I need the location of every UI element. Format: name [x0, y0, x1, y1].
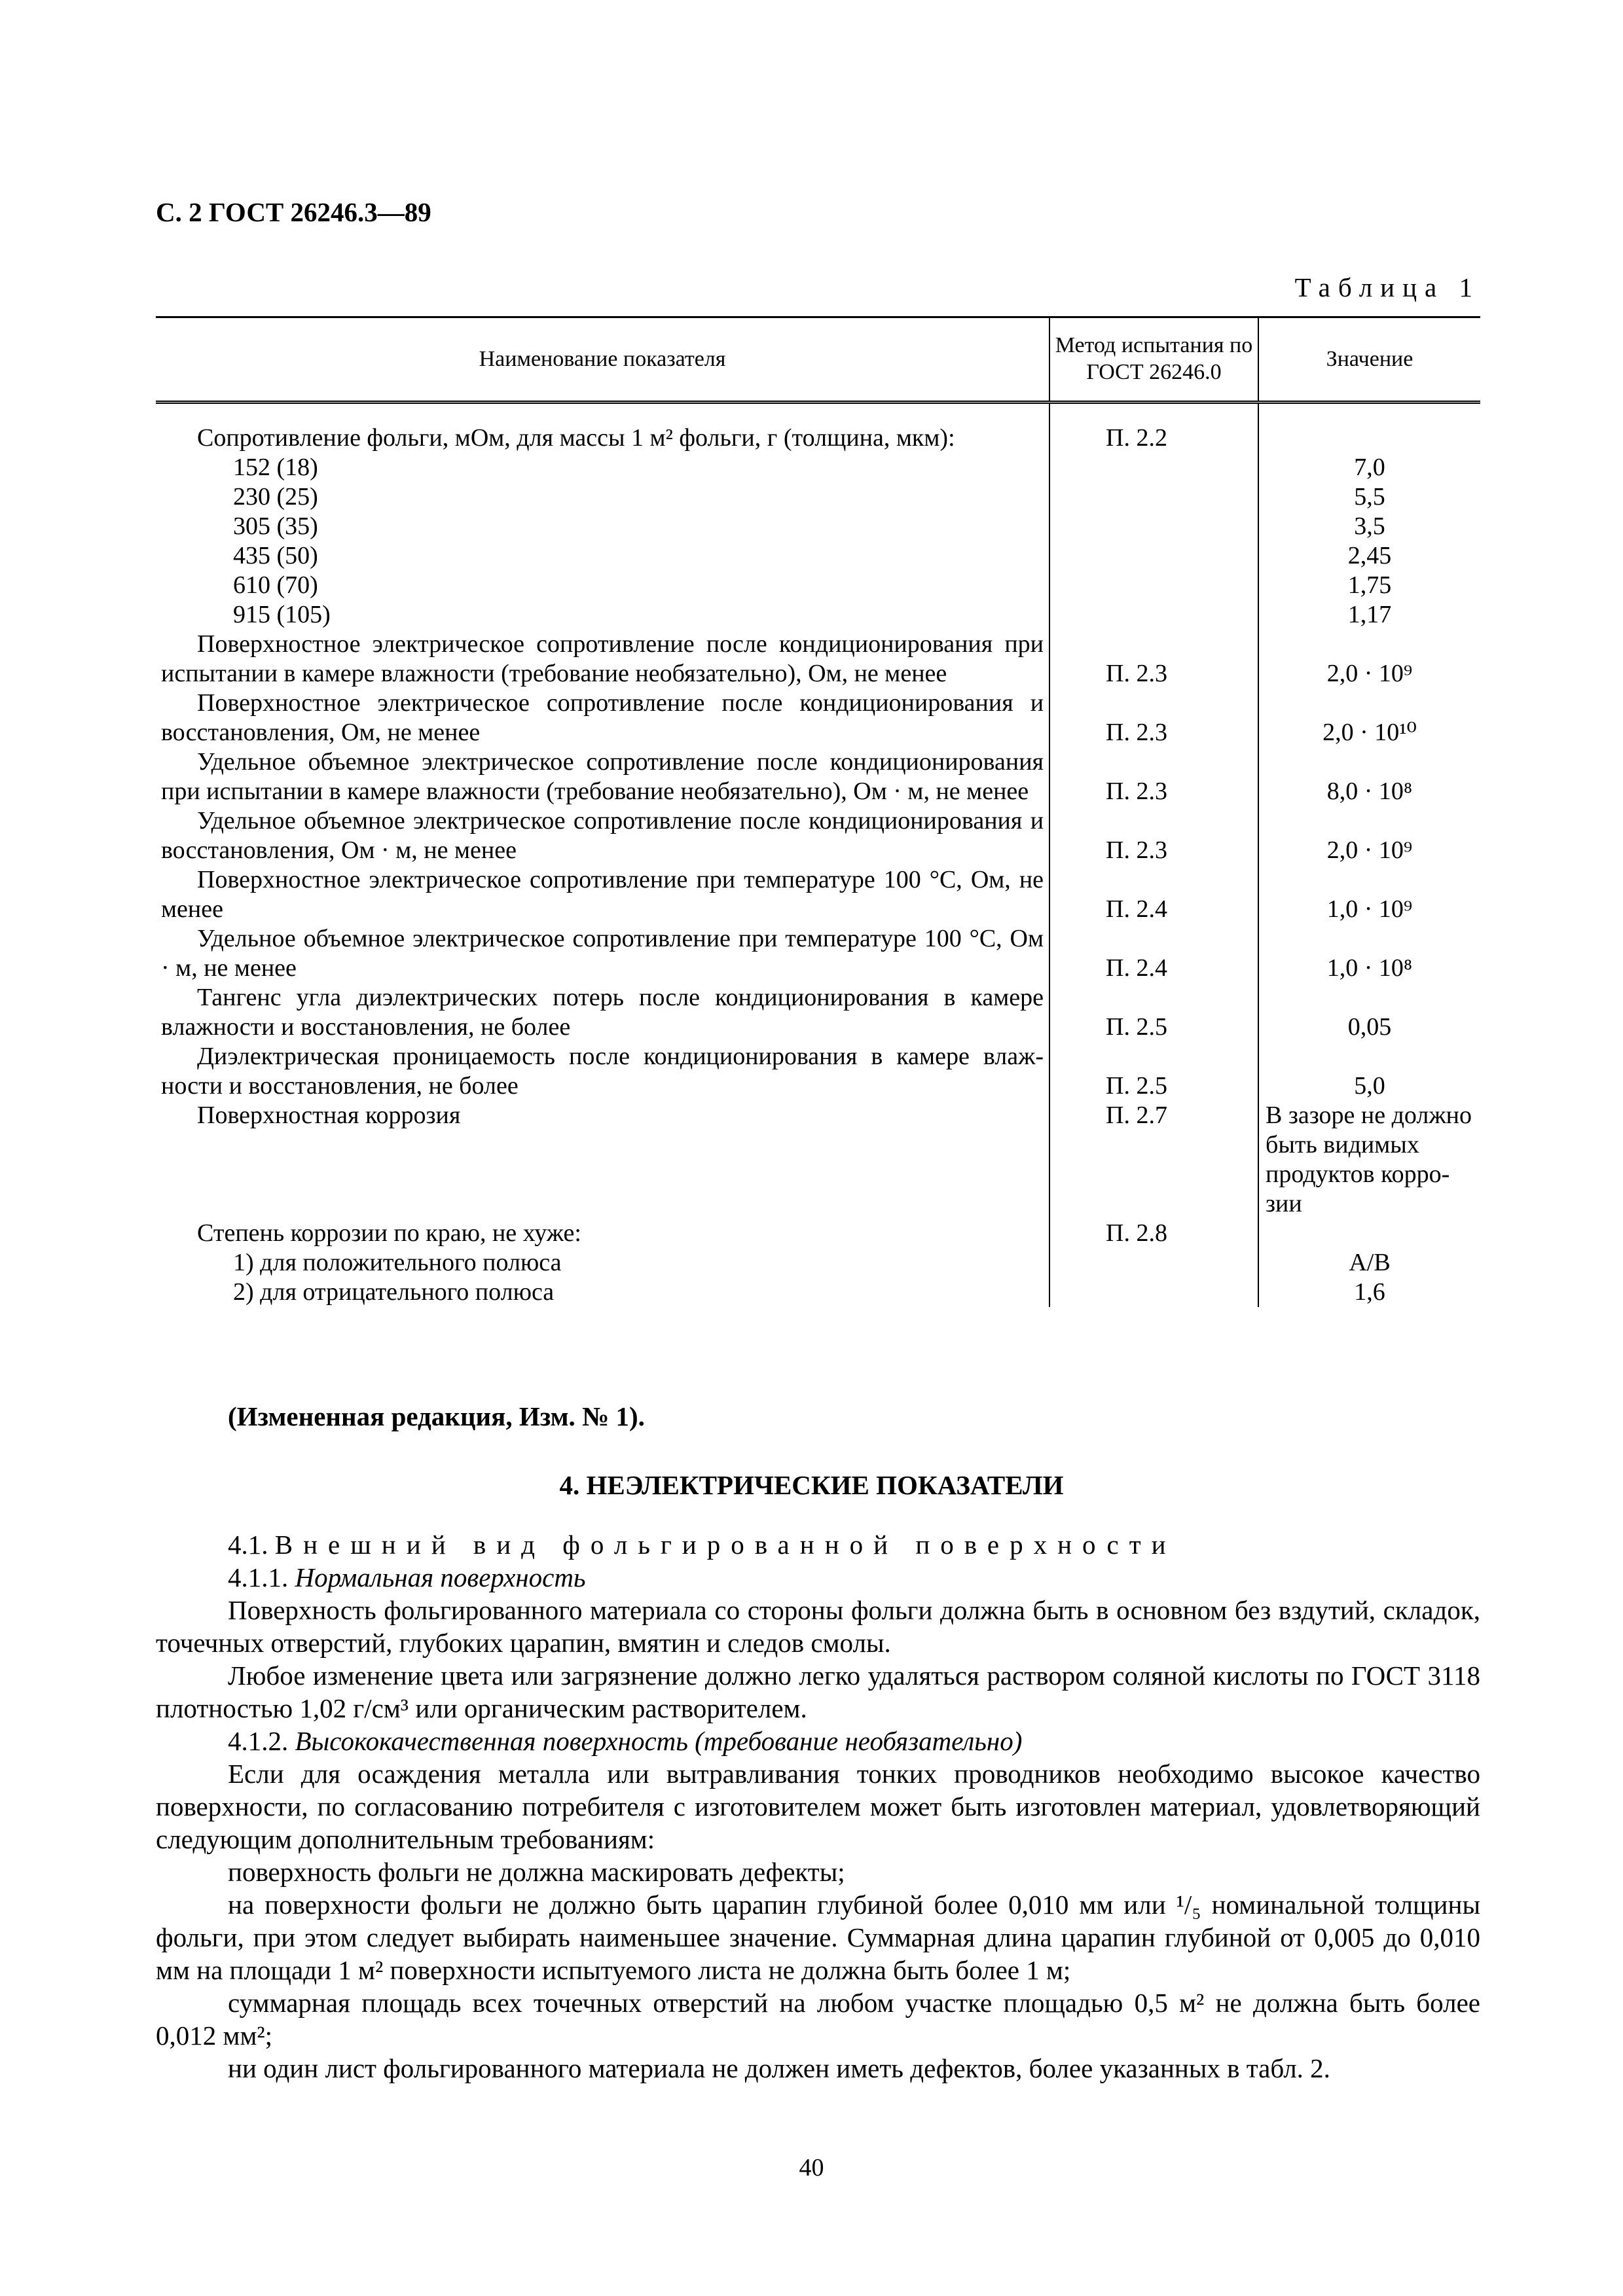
row-indicator: Поверхностное электрическое сопротивление после кондиционирования при испытании в камере влажности (требование необязательно), Ом, не менее [161, 630, 1044, 687]
row-value: 7,0 [1354, 454, 1385, 481]
table-row [156, 1042, 1480, 1101]
table-row [156, 689, 1480, 747]
clause-4-1-1: 4.1.1. Нормальная поверхность [228, 1562, 586, 1592]
row-indicator: Поверхностное электрическое сопротивление после кондиционирования и восстановления, Ом, не менее [161, 689, 1044, 746]
row-method [1049, 1248, 1258, 1278]
row-indicator: 230 (25) [233, 483, 318, 511]
row-value: 2,45 [1347, 542, 1392, 569]
row-indicator: 305 (35) [233, 512, 318, 540]
row-indicator: Сопротивление фольги, мОм, для массы 1 м² фольги, г (толщина, мкм): [197, 424, 955, 452]
table-row [156, 482, 1480, 512]
table-header-row [156, 317, 1480, 403]
table-row [156, 1101, 1480, 1219]
row-method: П. 2.3 [1049, 630, 1258, 689]
amendment-note: (Измененная редакция, Изм. № 1). [228, 1401, 645, 1431]
row-method: П. 2.4 [1049, 924, 1258, 983]
table-row [156, 1219, 1480, 1248]
table-row [156, 1248, 1480, 1278]
header-indicator: Наименование показателя [479, 346, 726, 371]
row-indicator: Удельное объемное электрическое сопротивление при температуре 100 °С, Ом · м, не менее [161, 925, 1044, 982]
row-value: 1,0 · 10⁹ [1326, 895, 1413, 923]
table-row [156, 747, 1480, 806]
row-indicator: Поверхностная коррозия [197, 1102, 461, 1129]
row-value: 2,0 · 10⁹ [1326, 836, 1413, 864]
row-indicator: Удельное объемное электрическое сопротивление после кондиционирования и восстановления, Ом · м, не менее [161, 807, 1044, 864]
row-value [1258, 1219, 1480, 1248]
header-method: Метод испытания по ГОСТ 26246.0 [1049, 317, 1258, 403]
row-method: П. 2.2 [1049, 403, 1258, 454]
properties-table [156, 316, 1480, 1307]
row-value: 5,0 [1354, 1072, 1385, 1100]
row-value: 1,17 [1347, 601, 1392, 628]
row-value: 8,0 · 10⁸ [1326, 778, 1413, 805]
row-indicator: 1) для положительного полюса [233, 1249, 562, 1276]
row-indicator: Поверхностное электрическое сопротивление при температуре 100 °С, Ом, не менее [161, 866, 1044, 923]
paragraph: на поверхности фольги не должно быть царапин глубиной более 0,010 мм или ¹/₅ номинальной толщины фольги, при этом следует выбирать наименьшее значение. Суммарная длина царапин глубиной от 0,005 до 0,010 мм на площади 1 м² поверхности испытуемого листа не должна быть более 1 м; [156, 1890, 1480, 1985]
row-method: П. 2.5 [1049, 1042, 1258, 1101]
table-caption: Таблица 1 [1294, 272, 1480, 302]
body-text [156, 1528, 1480, 2085]
row-indicator: Диэлектрическая проницаемость после кондиционирования в камере влажности и восстановления, не более [161, 1043, 1044, 1100]
row-value: 2,0 · 10⁹ [1326, 660, 1413, 687]
row-method [1049, 453, 1258, 482]
row-method [1049, 600, 1258, 630]
row-indicator: 2) для отрицательного полюса [233, 1278, 555, 1306]
row-value: 3,5 [1354, 512, 1385, 540]
row-value: А/В [1349, 1249, 1391, 1276]
paragraph: Любое изменение цвета или загрязнение должно легко удаляться раствором соляной кислоты по ГОСТ 3118 плотностью 1,02 г/см³ или органическим растворителем. [156, 1660, 1480, 1723]
row-value [1258, 403, 1480, 454]
header-value: Значение [1326, 346, 1413, 371]
table-row [156, 1278, 1480, 1307]
row-value: 1,75 [1347, 571, 1392, 599]
table-row [156, 600, 1480, 630]
row-method: П. 2.3 [1049, 747, 1258, 806]
clause-4-1: 4.1. Внешний вид фольгированной поверхности [228, 1530, 1176, 1560]
table-row [156, 512, 1480, 541]
row-method: П. 2.8 [1049, 1219, 1258, 1248]
table-row [156, 541, 1480, 571]
paragraph: суммарная площадь всех точечных отверстий на любом участке площадью 0,5 м² не должна быть более 0,012 мм²; [156, 1988, 1480, 2051]
row-method [1049, 482, 1258, 512]
paragraph: ни один лист фольгированного материала не должен иметь дефектов, более указанных в табл. 2. [228, 2053, 1330, 2083]
table-row [156, 806, 1480, 865]
row-method [1049, 1278, 1258, 1307]
row-value: 2,0 · 10¹⁰ [1322, 719, 1417, 746]
section-title: 4. НЕЭЛЕКТРИЧЕСКИЕ ПОКАЗАТЕЛИ [559, 1470, 1064, 1500]
table-row [156, 865, 1480, 924]
row-value: 0,05 [1347, 1013, 1392, 1041]
row-indicator: Степень коррозии по краю, не хуже: [197, 1219, 581, 1247]
clause-4-1-2: 4.1.2. Высококачественная поверхность (требование необязательно) [228, 1726, 1023, 1756]
row-value: 1,6 [1354, 1278, 1385, 1306]
row-indicator: Удельное объемное электрическое сопротивление после кондиционирования при испытании в камере влажности (требование необязательно), Ом · м, не менее [161, 748, 1044, 805]
row-indicator: 152 (18) [233, 454, 318, 481]
row-value: В зазоре не должно быть видимых продуктов коррозии [1265, 1102, 1472, 1217]
paragraph: поверхность фольги не должна маскировать дефекты; [228, 1857, 845, 1887]
row-method: П. 2.3 [1049, 806, 1258, 865]
row-indicator: 610 (70) [233, 571, 318, 599]
row-method: П. 2.5 [1049, 983, 1258, 1042]
row-method [1049, 512, 1258, 541]
table-row [156, 983, 1480, 1042]
page-number: 40 [799, 2154, 824, 2181]
row-value: 1,0 · 10⁸ [1326, 954, 1413, 982]
row-method [1049, 571, 1258, 600]
paragraph: Поверхность фольгированного материала со стороны фольги должна быть в основном без вздутий, складок, точечных отверстий, глубоких царапин, вмятин и следов смолы. [156, 1595, 1480, 1658]
row-method: П. 2.3 [1049, 689, 1258, 747]
table-row [156, 630, 1480, 689]
row-indicator: 435 (50) [233, 542, 318, 569]
row-indicator: Тангенс угла диэлектрических потерь после кондиционирования в камере влажности и восстановления, не более [161, 984, 1044, 1041]
table-row [156, 453, 1480, 482]
row-indicator: 915 (105) [233, 601, 331, 628]
row-value: 5,5 [1354, 483, 1385, 511]
table-row [156, 924, 1480, 983]
page-header: С. 2 ГОСТ 26246.3—89 [156, 197, 431, 227]
paragraph: Если для осаждения металла или вытравливания тонких проводников необходимо высокое качество поверхности, по согласованию потребителя с изготовителем может быть изготовлен материал, удовлетворяющий следующим дополнительным требованиям: [156, 1759, 1480, 1854]
table-row [156, 571, 1480, 600]
table-row [156, 403, 1480, 454]
row-method: П. 2.7 [1049, 1101, 1258, 1219]
row-method: П. 2.4 [1049, 865, 1258, 924]
row-method [1049, 541, 1258, 571]
